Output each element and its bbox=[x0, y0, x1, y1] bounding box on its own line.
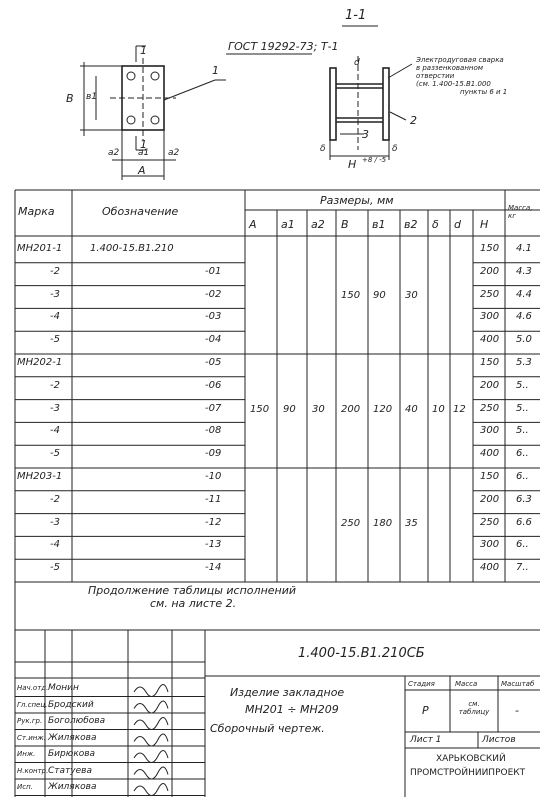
row-oboz: -07 bbox=[205, 402, 222, 414]
sub-col-header: А bbox=[249, 218, 257, 231]
row-marka: -2 bbox=[50, 265, 60, 277]
row-oboz: -03 bbox=[205, 311, 222, 323]
row-mass: 5.0 bbox=[516, 334, 532, 346]
sub-col-header: В bbox=[341, 218, 349, 231]
row-oboz: -13 bbox=[205, 539, 222, 551]
signature-mark bbox=[134, 750, 168, 762]
row-h: 250 bbox=[480, 288, 500, 300]
col-mass-header: Масса, кг bbox=[508, 204, 533, 220]
signature-mark bbox=[134, 767, 168, 779]
row-marka: -3 bbox=[50, 402, 60, 414]
row-mass: 4.3 bbox=[516, 265, 532, 277]
signer-role: Ст.инж. bbox=[17, 733, 46, 742]
row-h: 150 bbox=[480, 243, 500, 254]
col-sizes-header: Размеры, мм bbox=[320, 194, 394, 207]
row-h: 300 bbox=[480, 311, 500, 323]
org-line1: ХАРЬКОВСКИЙ bbox=[436, 754, 506, 764]
row-marka: -5 bbox=[50, 334, 60, 346]
row-oboz: -04 bbox=[205, 334, 222, 346]
row-marka: -2 bbox=[50, 379, 60, 391]
row-marka: МН202-1 bbox=[17, 357, 63, 368]
sub-col-header: δ bbox=[432, 218, 439, 231]
row-oboz: -12 bbox=[205, 516, 222, 528]
row-marka: МН201-1 bbox=[17, 243, 63, 254]
dim-a: А bbox=[138, 164, 146, 177]
callout-1-bottom: 1 bbox=[140, 138, 147, 151]
signature-mark bbox=[134, 783, 168, 795]
signature-mark bbox=[134, 717, 168, 729]
row-mass: 5.3 bbox=[516, 357, 532, 368]
sub-col-header: а1 bbox=[281, 218, 295, 231]
continuation-note-line1: Продолжение таблицы исполнений bbox=[88, 584, 297, 597]
row-oboz: -08 bbox=[205, 425, 222, 437]
merged-A: 150 bbox=[250, 404, 270, 415]
dim-d: d bbox=[354, 58, 360, 68]
sub-col-header: d bbox=[454, 218, 461, 231]
row-mass: 6.6 bbox=[516, 516, 532, 528]
sheets-count: Листов bbox=[482, 735, 516, 745]
row-marka: -3 bbox=[50, 516, 60, 528]
continuation-note-line2: см. на листе 2. bbox=[150, 597, 237, 610]
row-mass: 4.6 bbox=[516, 311, 532, 323]
row-mass: 5.. bbox=[516, 402, 529, 414]
row-h: 400 bbox=[480, 334, 500, 346]
signer-role: Гл.спец. bbox=[17, 700, 48, 709]
row-marka: -3 bbox=[50, 288, 60, 300]
stage-header: Стадия bbox=[408, 680, 435, 688]
col-marka-header: Марка bbox=[18, 205, 55, 218]
row-marka: -5 bbox=[50, 448, 60, 460]
weld-note-line: Электродуговая сварка bbox=[416, 56, 504, 64]
section-label: 1-1 bbox=[345, 8, 367, 23]
scale-header: Масштаб bbox=[501, 680, 535, 688]
signer-name: Жилякова bbox=[48, 782, 97, 792]
row-oboz: -09 bbox=[205, 448, 222, 460]
col-oboz-header: Обозначение bbox=[102, 205, 179, 218]
sub-col-header: H bbox=[480, 218, 489, 231]
weld-note-line: в раззенкованном bbox=[416, 64, 484, 72]
callout-1-top: 1 bbox=[140, 44, 147, 57]
row-mass: 5.. bbox=[516, 379, 529, 391]
scale-value: - bbox=[515, 704, 519, 717]
dim-delta-right: δ bbox=[392, 144, 398, 154]
row-marka: -5 bbox=[50, 562, 60, 574]
dim-delta-left: δ bbox=[320, 144, 326, 154]
mass-value: см. таблицу bbox=[458, 700, 490, 716]
dim-h-tolerance: +8 / -5 bbox=[362, 156, 387, 164]
row-oboz: -14 bbox=[205, 562, 222, 574]
sheet-number: Лист 1 bbox=[410, 735, 442, 745]
signer-role: Н.контр. bbox=[17, 766, 49, 775]
row-oboz: -01 bbox=[205, 265, 222, 277]
sub-col-header: а2 bbox=[311, 218, 325, 231]
weld-note-line: пункты 6 и 1 bbox=[460, 88, 508, 96]
row-marka: -4 bbox=[50, 539, 60, 551]
row-mass: 4.1 bbox=[516, 243, 532, 254]
signature-mark bbox=[134, 701, 168, 713]
row-marka: МН203-1 bbox=[17, 471, 63, 482]
row-h: 150 bbox=[480, 357, 500, 368]
weld-note-line: отверстии bbox=[416, 72, 455, 80]
merged-B: 200 bbox=[341, 404, 361, 415]
signature-mark bbox=[134, 684, 168, 696]
merged-b1: 120 bbox=[373, 404, 393, 415]
merged-B: 250 bbox=[341, 518, 361, 529]
signer-role: Исп. bbox=[17, 783, 33, 791]
row-marka: -4 bbox=[50, 425, 60, 437]
signer-name: Бирюкова bbox=[48, 749, 96, 759]
dim-b1: в1 bbox=[86, 92, 98, 102]
merged-b2: 40 bbox=[405, 404, 418, 415]
row-oboz: -02 bbox=[205, 288, 222, 300]
dim-b: В bbox=[66, 92, 74, 105]
sub-col-header: в2 bbox=[404, 218, 418, 231]
row-oboz: -11 bbox=[205, 493, 222, 505]
stage-value: Р bbox=[422, 704, 429, 717]
dim-a1: а1 bbox=[138, 148, 150, 158]
signer-name: Боголюбова bbox=[48, 716, 106, 726]
gost-reference: ГОСТ 19292-73; Т-1 bbox=[228, 40, 339, 53]
callout-2: 2 bbox=[410, 114, 417, 127]
row-mass: 6.. bbox=[516, 539, 529, 551]
row-mass: 6.. bbox=[516, 471, 529, 482]
merged-d: 12 bbox=[453, 404, 466, 415]
row-marka: -2 bbox=[50, 493, 60, 505]
callout-3: 3 bbox=[362, 128, 369, 141]
row-mass: 6.3 bbox=[516, 493, 532, 505]
row-h: 300 bbox=[480, 425, 500, 437]
merged-b1: 180 bbox=[373, 518, 393, 529]
merged-b2: 30 bbox=[405, 290, 418, 301]
weld-note bbox=[416, 56, 540, 96]
title-line1: Изделие закладное bbox=[230, 686, 345, 699]
signer-name: Монин bbox=[48, 683, 79, 693]
row-oboz: -05 bbox=[205, 357, 222, 368]
org-line2: ПРОМСТРОЙНИИПРОЕКТ bbox=[410, 768, 526, 778]
row-mass: 7.. bbox=[516, 562, 529, 574]
signer-role: Рук.гр. bbox=[17, 717, 43, 725]
merged-B: 150 bbox=[341, 290, 361, 301]
row-h: 400 bbox=[480, 448, 500, 460]
title-line2: МН201 ÷ МН209 bbox=[245, 703, 339, 716]
merged-a1: 90 bbox=[283, 404, 296, 415]
row-marka: -4 bbox=[50, 311, 60, 323]
signer-name: Статуева bbox=[48, 765, 92, 776]
row-h: 400 bbox=[480, 562, 500, 574]
row-h: 250 bbox=[480, 402, 500, 414]
row-h: 250 bbox=[480, 516, 500, 528]
callout-1: 1 bbox=[212, 64, 219, 77]
merged-b2: 35 bbox=[405, 518, 418, 529]
row-oboz: 1.400-15.В1.210 bbox=[90, 243, 174, 254]
row-mass: 5.. bbox=[516, 425, 529, 437]
dim-a2: а2 bbox=[108, 148, 120, 158]
weld-note-line: (см. 1.400-15.В1.000 bbox=[416, 80, 491, 88]
dim-a2-right: а2 bbox=[168, 148, 180, 158]
row-h: 150 bbox=[480, 471, 500, 482]
signer-name: Бродский bbox=[48, 699, 94, 710]
doc-code: 1.400-15.В1.210СБ bbox=[298, 646, 425, 661]
signature-mark bbox=[134, 734, 168, 746]
dim-h: H bbox=[348, 158, 357, 171]
mass-header: Масса bbox=[455, 680, 478, 688]
row-oboz: -10 bbox=[205, 471, 222, 482]
row-h: 300 bbox=[480, 539, 500, 551]
signer-role: Нач.отд. bbox=[17, 684, 49, 692]
row-h: 200 bbox=[480, 493, 500, 505]
merged-b1: 90 bbox=[373, 290, 386, 301]
row-mass: 6.. bbox=[516, 448, 529, 460]
row-oboz: -06 bbox=[205, 379, 222, 391]
title-line3: Сборочный чертеж. bbox=[210, 722, 325, 735]
merged-a2: 30 bbox=[312, 404, 325, 415]
row-mass: 4.4 bbox=[516, 288, 532, 300]
signer-role: Инж. bbox=[17, 750, 36, 758]
row-h: 200 bbox=[480, 379, 500, 391]
sub-col-header: в1 bbox=[372, 218, 386, 231]
row-h: 200 bbox=[480, 265, 500, 277]
signer-name: Жилякова bbox=[48, 732, 97, 743]
merged-delta: 10 bbox=[432, 404, 445, 415]
